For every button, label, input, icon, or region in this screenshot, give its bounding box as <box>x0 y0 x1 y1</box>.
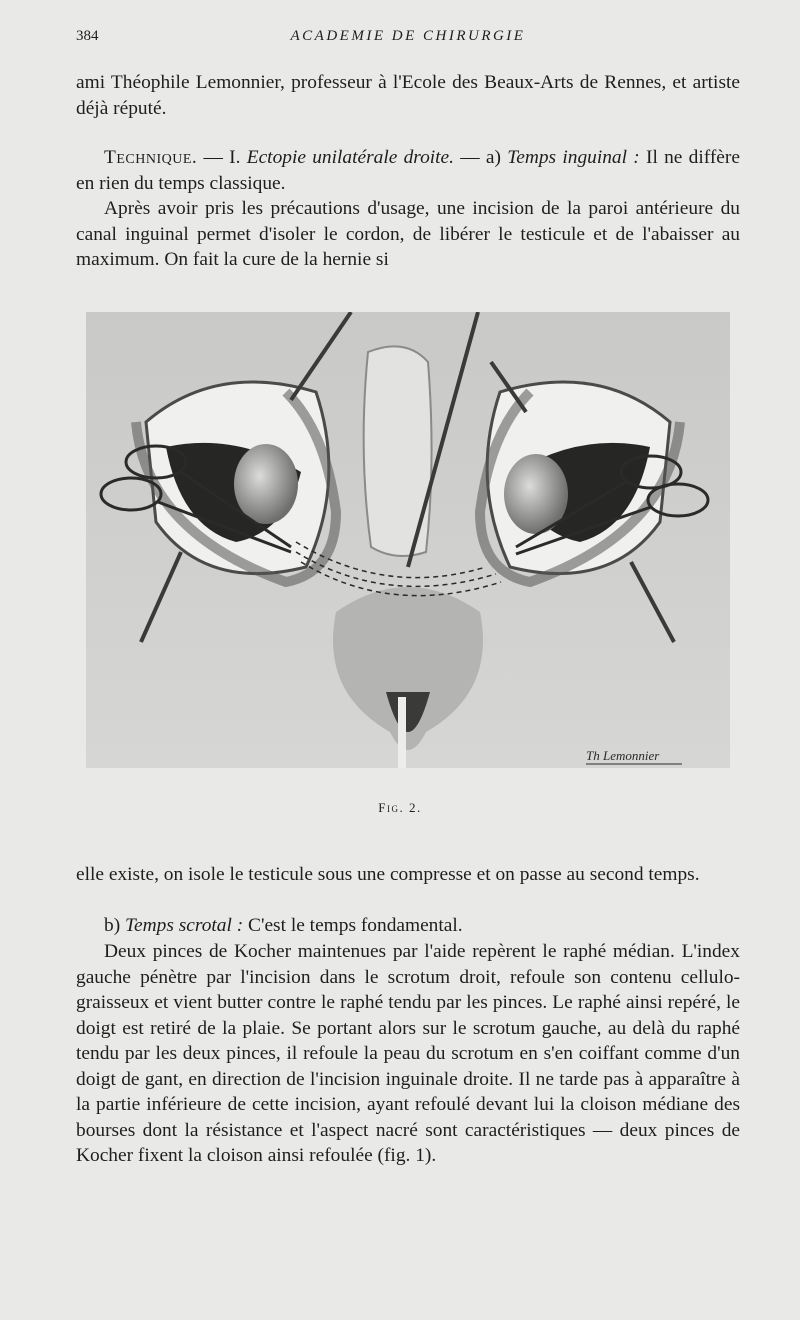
signature-text: Th Lemonnier <box>586 748 660 763</box>
paragraph-intro: ami Théophile Lemonnier, professeur à l'Ecole des Beaux-Arts de Rennes, et artiste déjà réputé. <box>76 72 740 119</box>
paragraph-technique <box>76 145 740 196</box>
figure-caption: Fig. 2. <box>378 800 422 815</box>
technique-heading: Technique. <box>104 147 198 168</box>
technique-dash-1: — I. <box>197 147 247 168</box>
technique-dash-2: — a) <box>454 147 508 168</box>
surgical-drawing <box>86 312 730 768</box>
paragraph-kocher: Deux pinces de Kocher maintenues par l'aide repèrent le raphé médian. L'index gauche pénètre par l'incision dans le scrotum droit, refoule son contenu cellulo-graisseux et vient butter contre le raphé tendu par les pinces. Le raphé ainsi repéré, le doigt est retiré de la plaie. Se portant alors sur le scrotum gauche, au delà du raphé tendu par les deux pinces, il refoule la peau du scrotum en s'en coiffant comme d'un doigt de gant, en direction de l'incision inguinale droite. Il ne tarde pas à apparaître à la partie inférieure de cette incision, ayant refoulé devant lui la cloison médiane des bourses dont la résistance et l'aspect nacré sont caractéristiques — deux pinces de Kocher fixent la cloison ainsi refoulée (fig. 1). <box>76 941 740 1166</box>
paragraph-temps-scrotal <box>76 913 740 939</box>
page-number: 384 <box>76 28 99 44</box>
technique-rest: Il ne diffère en rien du temps classique. <box>76 147 740 194</box>
temps-scrotal-rest: C'est le temps fondamental. <box>243 915 463 936</box>
technique-ectopie: Ectopie unilatérale droite. <box>246 147 455 168</box>
running-title: ACADEMIE DE CHIRURGIE <box>290 28 526 44</box>
temps-scrotal-lead: b) <box>104 915 126 936</box>
page-header <box>76 28 740 52</box>
technique-temps-inguinal: Temps inguinal : <box>507 147 640 168</box>
paragraph-second-time: elle existe, on isole le testicule sous une compresse et on passe au second temps. <box>76 864 700 885</box>
paragraph-precautions: Après avoir pris les précautions d'usage, une incision de la paroi antérieure du canal inguinal permet d'isoler le cordon, de libérer le testicule et de l'abaisser au maximum. On fait la cure de la hernie si <box>76 198 740 270</box>
surgical-illustration <box>86 312 730 768</box>
temps-scrotal-italic: Temps scrotal : <box>125 915 244 936</box>
